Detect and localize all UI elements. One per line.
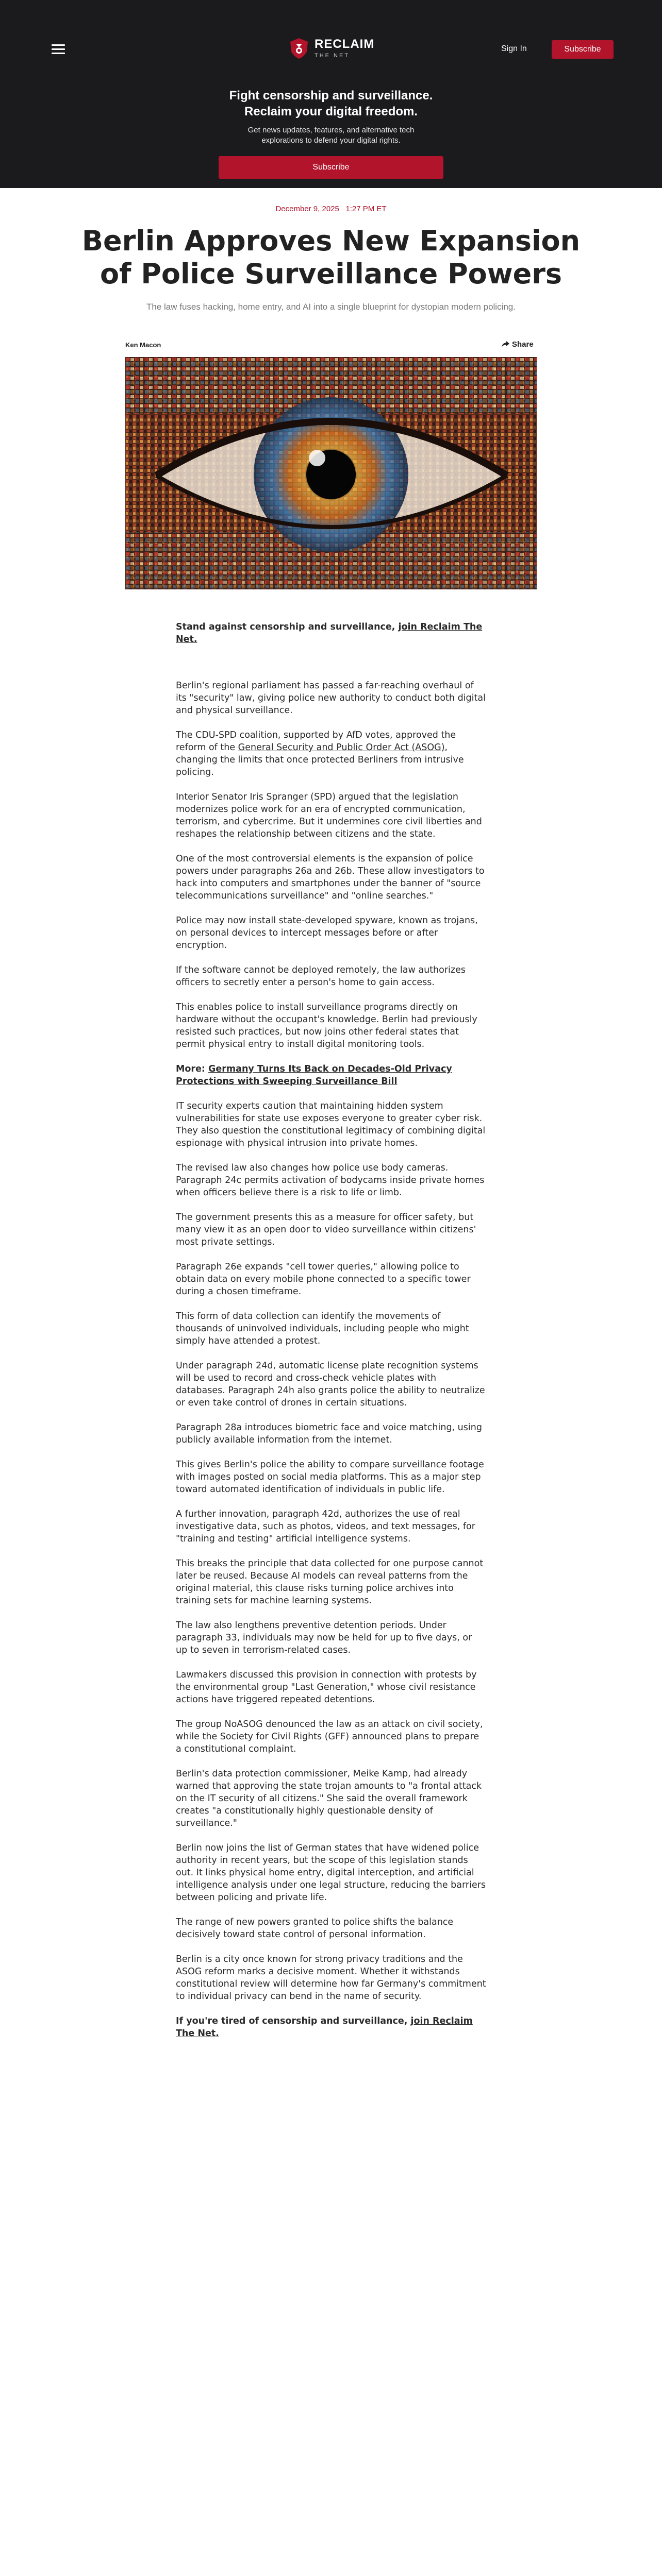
closing-paragraph bbox=[176, 2015, 486, 2040]
body-paragraph: A further innovation, paragraph 42d, authorizes the use of real investigative data, such as photos, videos, and text messages, for "training and testing" artificial intelligence systems. bbox=[176, 1509, 475, 1544]
promo-text bbox=[0, 125, 662, 146]
hero-image bbox=[125, 357, 537, 589]
join-link-top[interactable]: join Reclaim The Net. bbox=[176, 622, 483, 645]
share-label: Share bbox=[512, 340, 534, 349]
p2-text-after: , changing the limits that once protected Berliners from intrusive policing. bbox=[176, 742, 464, 777]
asog-link[interactable]: General Security and Public Order Act (ASOG) bbox=[238, 742, 445, 753]
body-paragraph: This enables police to install surveillance programs directly on hardware without the occupant's knowledge. Berlin had previously resisted such practices, but now joins other federal states that permit physical entry to install digital monitoring tools. bbox=[176, 1002, 477, 1049]
promo-subscribe-button[interactable]: Subscribe bbox=[219, 156, 443, 179]
site-logo[interactable] bbox=[289, 37, 374, 60]
more-label: More: bbox=[176, 1064, 209, 1074]
brand-name: RECLAIM bbox=[315, 37, 375, 51]
body-paragraph: Paragraph 26e expands "cell tower queries," allowing police to obtain data on every mobile phone connected to a specific tower during a chosen timeframe. bbox=[176, 1262, 471, 1297]
body-paragraph: The group NoASOG denounced the law as an attack on civil society, while the Society for Civil Rights (GFF) announced plans to prepare a constitutional complaint. bbox=[176, 1719, 483, 1754]
body-paragraph: Police may now install state-developed spyware, known as trojans, on personal devices to intercept messages before or after encryption. bbox=[176, 916, 478, 951]
body-paragraph: One of the most controversial elements is the expansion of police powers under paragraphs 26a and 26b. These allow investigators to hack into computers and smartphones under the banner of "source telecommunications surveillance" and "online searches." bbox=[176, 854, 485, 901]
promo-text-line2: explorations to defend your digital rights. bbox=[261, 136, 401, 145]
p2-text-before: The CDU-SPD coalition, supported by AfD votes, approved the reform of the bbox=[176, 730, 456, 753]
body-paragraph: The range of new powers granted to police shifts the balance decisively toward state control of personal information. bbox=[176, 1917, 454, 1940]
menu-hamburger-icon[interactable] bbox=[52, 44, 65, 55]
body-paragraph: The law also lengthens preventive detention periods. Under paragraph 33, individuals may now be held for up to five days, or up to seven in terrorism-related cases. bbox=[176, 1620, 472, 1655]
body-paragraph: This breaks the principle that data collected for one purpose cannot later be reused. Because AI models can reveal patterns from the original material, this clause risks turning police archives into training sets for machine learning systems. bbox=[176, 1558, 484, 1606]
related-article-link[interactable]: Germany Turns Its Back on Decades-Old Privacy Protections with Sweeping Surveillance Bill bbox=[176, 1064, 452, 1087]
article-time: 1:27 PM ET bbox=[345, 205, 387, 213]
sign-in-link[interactable]: Sign In bbox=[501, 44, 527, 53]
body-paragraph: Lawmakers discussed this provision in connection with protests by the environmental group "Last Generation," whose civil resistance actions have triggered repeated detentions. bbox=[176, 1670, 477, 1705]
closing-text: If you're tired of censorship and surveillance, bbox=[176, 2016, 411, 2026]
share-button[interactable] bbox=[502, 340, 534, 349]
join-link-bottom[interactable]: join Reclaim The Net. bbox=[176, 2016, 473, 2039]
mosaic-eye-illustration bbox=[125, 357, 537, 589]
body-paragraph: If the software cannot be deployed remotely, the law authorizes officers to secretly enter a person's home to gain access. bbox=[176, 965, 466, 988]
body-paragraph bbox=[176, 729, 486, 778]
body-paragraph: Interior Senator Iris Spranger (SPD) argued that the legislation modernizes police work for an era of encrypted communication, terrorism, and cybercrime. But it undermines core civil liberties and reshapes the relationship between citizens and the state. bbox=[176, 792, 482, 839]
article-subtitle: The law fuses hacking, home entry, and AI into a single blueprint for dystopian modern policing. bbox=[146, 302, 516, 312]
body-paragraph: Berlin is a city once known for strong privacy traditions and the ASOG reform marks a decisive moment. Whether it withstands constitutional review will determine how far Germany's commitment to individual privacy can bend in the name of security. bbox=[176, 1954, 486, 2002]
article-author[interactable]: Ken Macon bbox=[125, 341, 161, 349]
body-paragraph: This gives Berlin's police the ability to compare surveillance footage with images posted on social media platforms. This as a major step toward automated identification of individuals in public life. bbox=[176, 1460, 484, 1495]
body-paragraph: The government presents this as a measure for officer safety, but many view it as an open door to video surveillance within citizens' most private settings. bbox=[176, 1212, 476, 1247]
promo-title-line2: Reclaim your digital freedom. bbox=[244, 105, 418, 118]
promo-title bbox=[0, 88, 662, 120]
share-arrow-icon bbox=[502, 341, 509, 348]
article-title: Berlin Approves New Expansion of Police Surveillance Powers bbox=[81, 225, 581, 290]
promo-text-line1: Get news updates, features, and alternative tech bbox=[247, 126, 415, 134]
article-date: December 9, 2025 bbox=[275, 205, 339, 213]
article-dateline bbox=[0, 205, 662, 213]
body-paragraph: The revised law also changes how police use body cameras. Paragraph 24c permits activation of bodycams inside private homes when officers believe there is a risk to life or limb. bbox=[176, 1163, 485, 1198]
promo-title-line1: Fight censorship and surveillance. bbox=[229, 89, 433, 103]
body-paragraph: Under paragraph 24d, automatic license plate recognition systems will be used to record and cross-check vehicle plates with databases. Paragraph 24h also grants police the ability to neutralize or even take control of drones in certain situations. bbox=[176, 1361, 485, 1408]
body-paragraph: Berlin's regional parliament has passed a far-reaching overhaul of its "security" law, giving police new authority to conduct both digital and physical surveillance. bbox=[176, 681, 486, 716]
article-body bbox=[176, 621, 486, 2040]
header-subscribe-button[interactable]: Subscribe bbox=[552, 40, 614, 59]
site-header bbox=[0, 0, 662, 188]
body-paragraph: Berlin's data protection commissioner, Meike Kamp, had already warned that approving the state trojan amounts to "a frontal attack on the IT security of all citizens." She said the overall framework creates "a constitutionally highly questionable density of surveillance." bbox=[176, 1769, 482, 1828]
more-related-link bbox=[176, 1063, 486, 1088]
body-paragraph: Berlin now joins the list of German states that have widened police authority in recent years, but the scope of this legislation stands out. It links physical home entry, digital interception, and artificial intelligence analysis under one legal structure, reducing the barriers between policing and private life. bbox=[176, 1843, 486, 1903]
body-paragraph: Paragraph 28a introduces biometric face and voice matching, using publicly available information from the internet. bbox=[176, 1422, 482, 1445]
brand-subtitle: THE NET bbox=[315, 53, 350, 59]
body-paragraph: IT security experts caution that maintaining hidden system vulnerabilities for state use exposes everyone to greater cyber risk. They also question the constitutional legitimacy of combining digital espionage with physical intrusion into private homes. bbox=[176, 1101, 486, 1148]
shield-logo-icon bbox=[289, 37, 309, 60]
lead-paragraph bbox=[176, 621, 486, 646]
lead-text: Stand against censorship and surveillance, bbox=[176, 622, 399, 632]
body-paragraph: This form of data collection can identify the movements of thousands of uninvolved individuals, including people who might simply have attended a protest. bbox=[176, 1311, 469, 1346]
